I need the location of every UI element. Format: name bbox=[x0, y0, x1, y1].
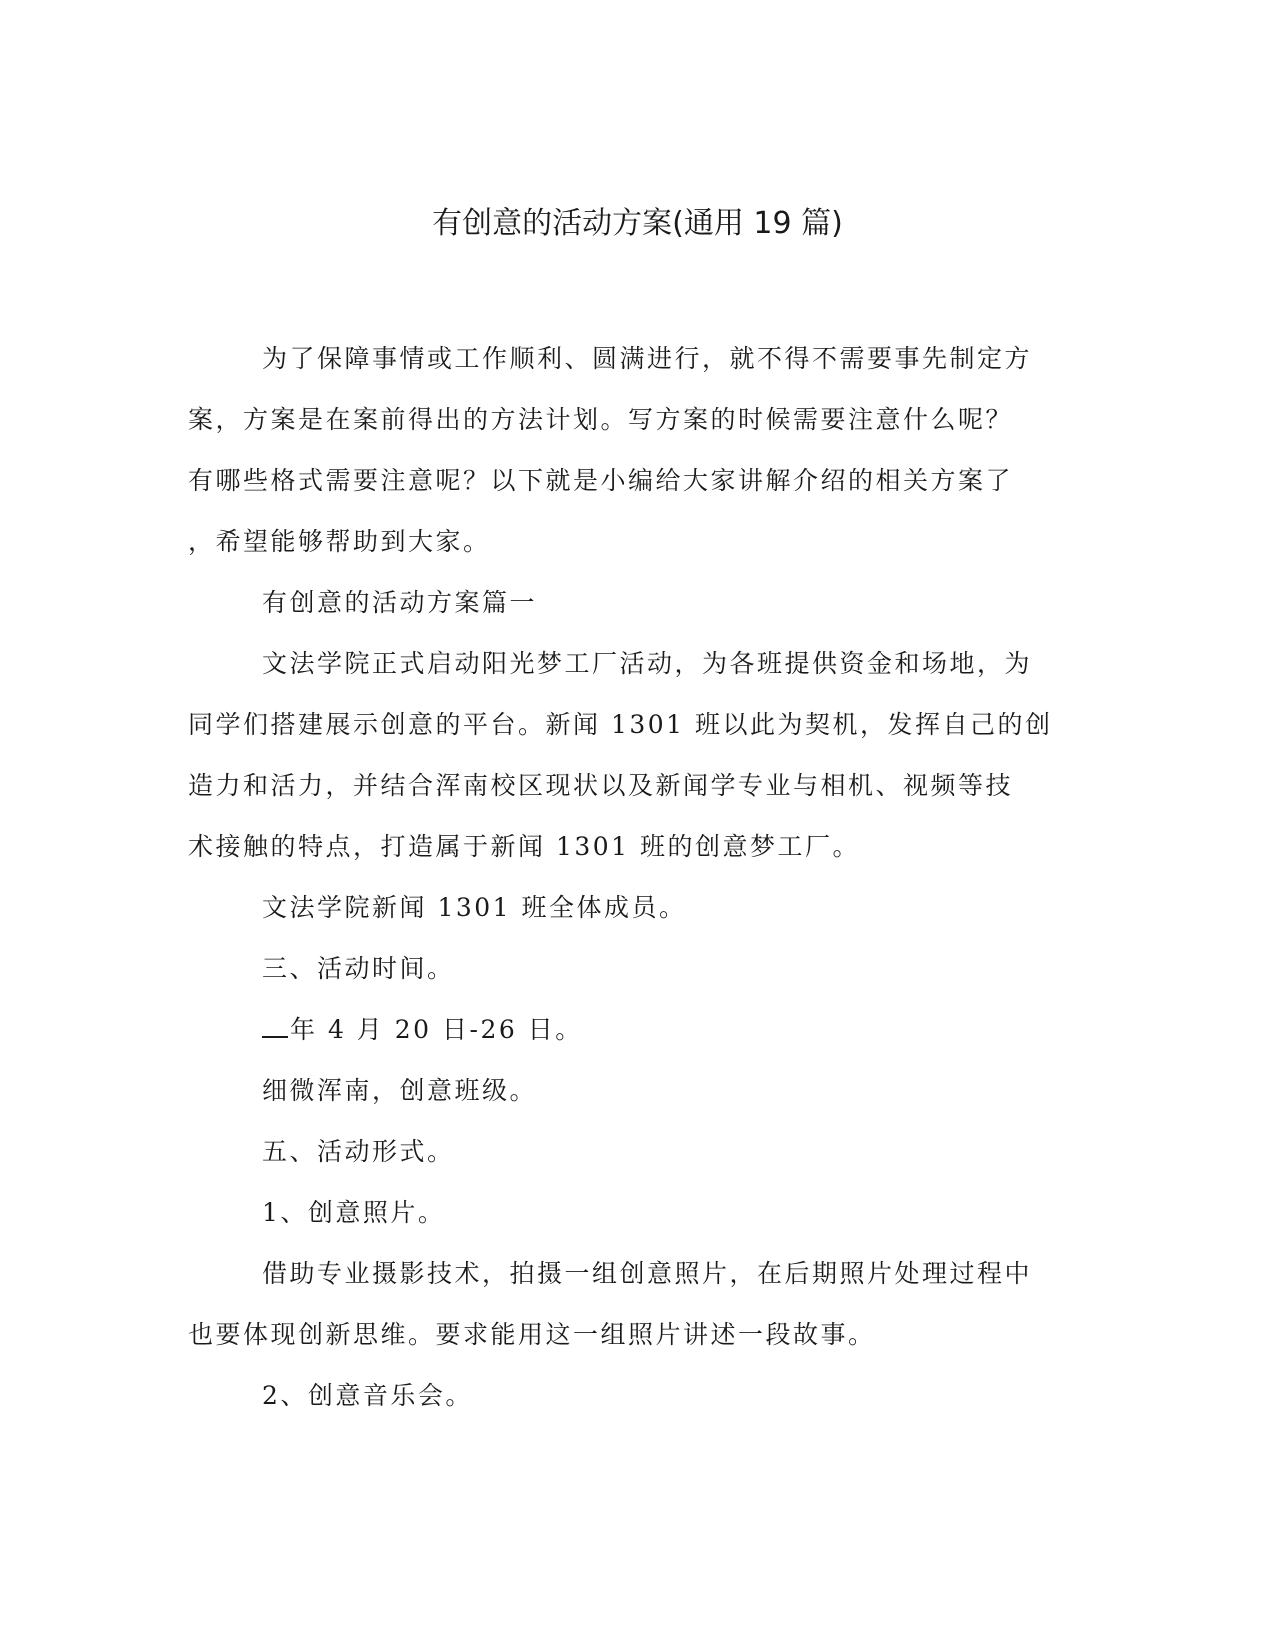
date-line bbox=[188, 999, 1068, 1060]
date-blank-underline bbox=[262, 1016, 288, 1038]
document-title: 有创意的活动方案(通用 19 篇) bbox=[432, 206, 843, 241]
para1-line-4: 术接触的特点，打造属于新闻 1301 班的创意梦工厂。 bbox=[188, 832, 861, 861]
intro-line-4: ，希望能够帮助到大家。 bbox=[188, 527, 491, 556]
item-2-heading: 2、创意音乐会。 bbox=[262, 1381, 473, 1410]
item-1-desc-line-1: 借助专业摄影技术，拍摄一组创意照片，在后期照片处理过程中 bbox=[262, 1259, 1033, 1288]
theme: 细微浑南，创意班级。 bbox=[262, 1076, 538, 1105]
date-text: 年 4 月 20 日-26 日。 bbox=[290, 1015, 583, 1044]
para1-line-3: 造力和活力，并结合浑南校区现状以及新闻学专业与相机、视频等技 bbox=[188, 771, 1014, 800]
item-1-heading: 1、创意照片。 bbox=[262, 1198, 446, 1227]
item-1-desc-line-2: 也要体现创新思维。要求能用这一组照片讲述一段故事。 bbox=[188, 1320, 876, 1349]
intro-line-3: 有哪些格式需要注意呢？以下就是小编给大家讲解介绍的相关方案了 bbox=[188, 466, 1014, 495]
section-3-heading: 三、活动时间。 bbox=[262, 954, 455, 983]
para1-line-1: 文法学院正式启动阳光梦工厂活动，为各班提供资金和场地，为 bbox=[262, 649, 1033, 678]
section-heading: 有创意的活动方案篇一 bbox=[262, 588, 538, 617]
document-body bbox=[188, 328, 1068, 1426]
intro-line-1: 为了保障事情或工作顺利、圆满进行，就不得不需要事先制定方 bbox=[262, 344, 1033, 373]
para1-line-2: 同学们搭建展示创意的平台。新闻 1301 班以此为契机，发挥自己的创 bbox=[188, 710, 1053, 739]
section-5-heading: 五、活动形式。 bbox=[262, 1137, 455, 1166]
participants: 文法学院新闻 1301 班全体成员。 bbox=[262, 893, 687, 922]
intro-line-2: 案，方案是在案前得出的方法计划。写方案的时候需要注意什么呢？ bbox=[188, 405, 1014, 434]
